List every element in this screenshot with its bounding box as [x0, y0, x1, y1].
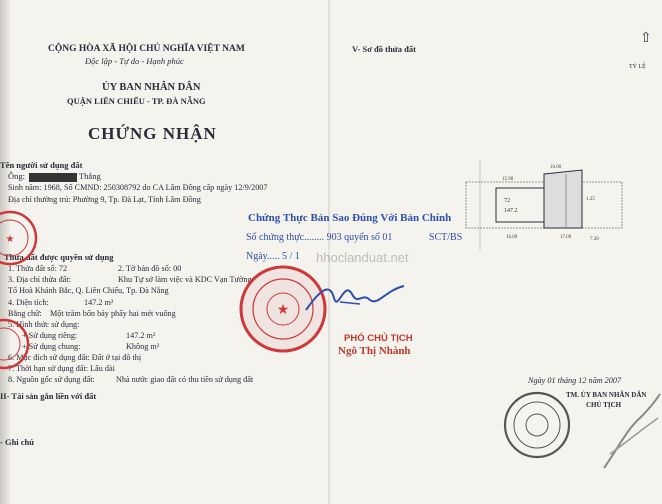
parcel-address-label: 3. Địa chỉ thửa đất: — [8, 275, 71, 284]
gray-seal — [502, 390, 572, 460]
committee-heading: ỦY BAN NHÂN DÂN — [102, 82, 201, 93]
parcel-number: 1. Thửa đất số: 72 — [8, 264, 68, 273]
land-origin-label: 8. Nguồn gốc sử dụng đất: — [8, 375, 95, 384]
diagram-title: V- Sơ đồ thửa đất — [352, 44, 416, 54]
signer-role: PHÓ CHỦ TỊCH — [344, 333, 413, 344]
land-section-title: Thửa đất được quyền sử dụng — [4, 252, 114, 262]
scale-label: TỶ LỆ — [629, 64, 646, 70]
partial-red-seal-top — [0, 208, 40, 268]
parcel-address: Khu Tự sở làm việc và KDC Vạn Tường — [118, 275, 252, 284]
owner-name-prefix: Ông: — [8, 171, 25, 181]
area-words-label: Bằng chữ: — [8, 309, 42, 318]
certification-line1: Chứng Thực Bản Sao Đúng Với Bản Chính — [248, 212, 452, 224]
area-number: 147.2 — [84, 298, 103, 307]
partial-red-seal-bottom — [0, 316, 32, 372]
date-year-label: năm — [588, 376, 603, 385]
document-title: CHỨNG NHẬN — [88, 124, 217, 143]
dim-right-bottom: 17.00 — [560, 235, 572, 240]
shared-use-value: Không m² — [126, 342, 160, 351]
date-month-label: tháng — [557, 376, 577, 385]
land-origin: Nhà nước giao đất có thu tiền sử dụng đất — [116, 375, 254, 384]
land-purpose: 6. Mục đích sử dụng đất: Đất ở tại đô thị — [8, 353, 142, 362]
signature-role: CHỦ TỊCH — [586, 401, 622, 409]
svg-text:★: ★ — [276, 303, 290, 318]
usage-form-label: 5. Hình thức sử dụng: — [8, 320, 80, 329]
date-day: 01 — [547, 376, 556, 385]
dim-corner: 7.20 — [590, 237, 599, 242]
dim-side: 1.25 — [586, 197, 595, 202]
date-month: 12 — [578, 376, 587, 385]
land-term: 7. Thời hạn sử dụng đất: Lâu dài — [8, 364, 115, 373]
area-unit: m² — [104, 298, 114, 307]
notes-heading: - Ghi chú — [0, 437, 35, 447]
certification-line3 — [246, 251, 300, 262]
district-heading: QUẬN LIÊN CHIỂU - TP. ĐÀ NẴNG — [67, 96, 206, 106]
parcel-diagram — [460, 160, 630, 250]
date-prefix: Ngày — [528, 376, 546, 385]
dim-top: 15.90 — [502, 177, 514, 182]
date-year: 2007 — [604, 376, 622, 385]
owner-name-tail: Thắng — [78, 171, 101, 181]
area-label: 4. Diện tích: — [8, 298, 49, 307]
issue-date — [528, 376, 621, 385]
watermark-text: hhoclanduat.net — [316, 250, 409, 265]
cert-date: 5 / 1 — [282, 251, 300, 262]
private-use-value: 147.2 m² — [126, 331, 156, 340]
dim-bottom: 16.00 — [506, 235, 518, 240]
redacted-name-block — [29, 173, 77, 182]
owner-address-line: Địa chỉ thường trú: Phường 9, Tp. Đà Lạt, Tỉnh Lâm Đồng — [8, 195, 201, 204]
cert-number: 903 — [326, 232, 342, 243]
cert-date-label: Ngày..... — [246, 251, 280, 262]
private-use-label: + Sử dụng riêng: — [22, 331, 78, 340]
cert-number-label: Số chứng thực........ — [246, 232, 325, 243]
corner-arrow-icon: ⇧ — [640, 31, 652, 46]
cert-book: 01 — [382, 232, 393, 243]
parcel-label: 72 — [504, 198, 510, 204]
dim-right-top: 16.00 — [550, 165, 562, 170]
map-number: 2. Tờ bản đồ số: 00 — [118, 264, 182, 273]
motto: Độc lập - Tự do - Hạnh phúc — [85, 56, 184, 66]
area-value — [84, 298, 113, 307]
certification-line2 — [246, 232, 462, 243]
owner-label: Tên người sử dụng đất — [0, 160, 83, 170]
owner-name — [8, 171, 101, 182]
parcel-area: 147.2 — [504, 208, 518, 214]
handwritten-signature — [300, 272, 410, 322]
cert-suffix: SCT/BS — [428, 232, 463, 243]
republic-heading: CỘNG HÒA XÃ HỘI CHỦ NGHĨA VIỆT NAM — [48, 44, 245, 54]
signer-name: Ngô Thị Nhành — [338, 345, 411, 357]
gray-signature-scribble — [600, 388, 662, 478]
attached-assets-heading: II- Tài sản gắn liền với đất — [0, 391, 97, 401]
signature-org: TM. ỦY BAN NHÂN DÂN — [566, 391, 647, 399]
owner-birth-line: Sinh năm: 1968, Số CMND: 250308792 do CA Lâm Đồng cấp ngày 12/9/2007 — [8, 183, 268, 192]
cert-book-label: quyển số — [344, 232, 380, 243]
shared-use-label: + Sử dụng chung: — [22, 342, 81, 351]
parcel-address-2: Tổ Hoà Khánh Bắc, Q. Liên Chiểu, Tp. Đà Nẵng — [8, 286, 169, 295]
area-words: Một trăm bốn bảy phẩy hai mét vuông — [50, 309, 176, 318]
svg-text:★: ★ — [5, 234, 15, 245]
